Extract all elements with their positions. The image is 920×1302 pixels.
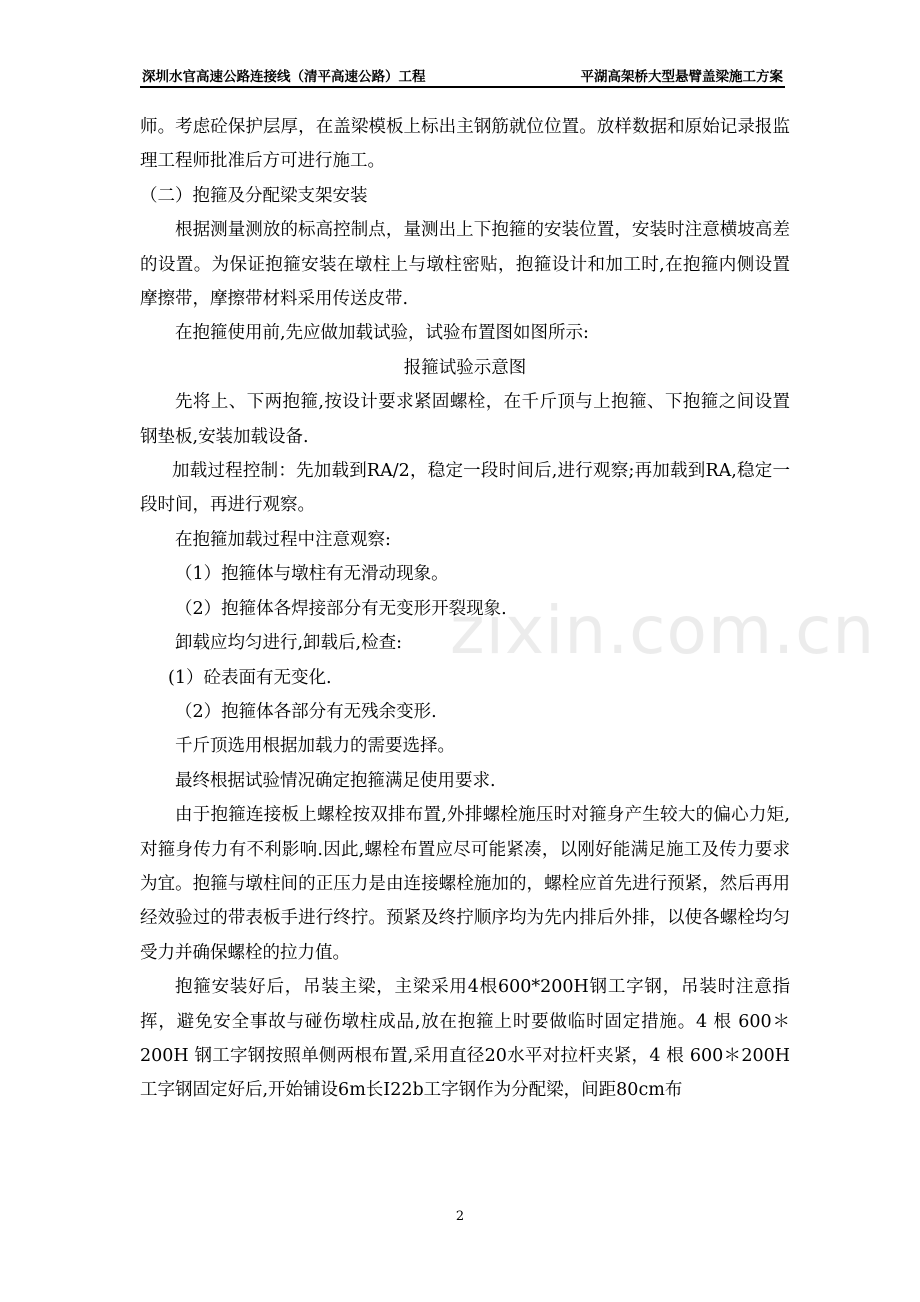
paragraph: 卸载应均匀进行,卸载后,检查:: [175, 633, 403, 654]
list-item: （1）抱箍体与墩柱有无滑动现象。: [175, 564, 449, 585]
page-header: [140, 62, 785, 88]
paragraph: 师。考虑砼保护层厚，在盖梁模板上标出主钢筋就位位置。放样数据和原始记录报监理工程师批准后方可进行施工。: [140, 117, 790, 172]
section-heading: （二）抱箍及分配梁支架安装: [140, 185, 368, 206]
paragraph: 抱箍安装好后，吊装主梁，主梁采用4根600*200H钢工字钢，吊装时注意指挥，避免安全事故与碰伤墩柱成品,放在抱箍上时要做临时固定措施。4 根 600＊200H 钢工字钢按照单侧两根布置,采用直径20水平对拉杆夹紧，4 根 600＊200H工字钢固定好后,开始铺设6m长I22b工字钢作为分配梁，间距80cm布: [140, 977, 790, 1101]
document-body: [140, 110, 790, 1108]
paragraph: 加载过程控制：先加载到RA/2，稳定一段时间后,进行观察;再加载到RA,稳定一段时间，再进行观察。: [140, 461, 790, 516]
page-number: 2: [455, 1209, 465, 1224]
paragraph: 在抱箍使用前,先应做加载试验，试验布置图如图所示:: [175, 323, 589, 344]
figure-caption: 报箍试验示意图: [403, 357, 527, 378]
paragraph: 先将上、下两抱箍,按设计要求紧固螺栓，在千斤顶与上抱箍、下抱箍之间设置钢垫板,安装加载设备.: [140, 392, 790, 447]
paragraph: 在抱箍加载过程中注意观察:: [175, 529, 391, 550]
watermark: zixin.com.cn: [450, 592, 876, 669]
header-project-title: 深圳水官高速公路连接线（清平高速公路）工程: [142, 69, 426, 85]
paragraph: 由于抱箍连接板上螺栓按双排布置,外排螺栓施压时对箍身产生较大的偏心力矩,对箍身传力有不利影响.因此,螺栓布置应尽可能紧凑，以刚好能满足施工及传力要求为宜。抱箍与墩柱间的正压力是由连接螺栓施加的，螺栓应首先进行预紧，然后再用经效验过的带表板手进行终拧。预紧及终拧顺序均为先内排后外排，以使各螺栓均匀受力并确保螺栓的拉力值。: [140, 805, 790, 963]
list-item: （2）抱箍体各部分有无残余变形.: [175, 701, 437, 722]
paragraph: 最终根据试验情况确定抱箍满足使用要求.: [175, 770, 496, 791]
paragraph: 千斤顶选用根据加载力的需要选择。: [175, 736, 455, 757]
paragraph: 根据测量测放的标高控制点，量测出上下抱箍的安装位置，安装时注意横坡高差的设置。为保证抱箍安装在墩柱上与墩柱密贴，抱箍设计和加工时,在抱箍内侧设置摩擦带，摩擦带材料采用传送皮带.: [140, 220, 790, 310]
list-item: (1）砼表面有无变化.: [168, 667, 332, 688]
list-item: （2）抱箍体各焊接部分有无变形开裂现象.: [175, 598, 507, 619]
header-document-title: 平湖高架桥大型悬臂盖梁施工方案: [580, 69, 783, 85]
